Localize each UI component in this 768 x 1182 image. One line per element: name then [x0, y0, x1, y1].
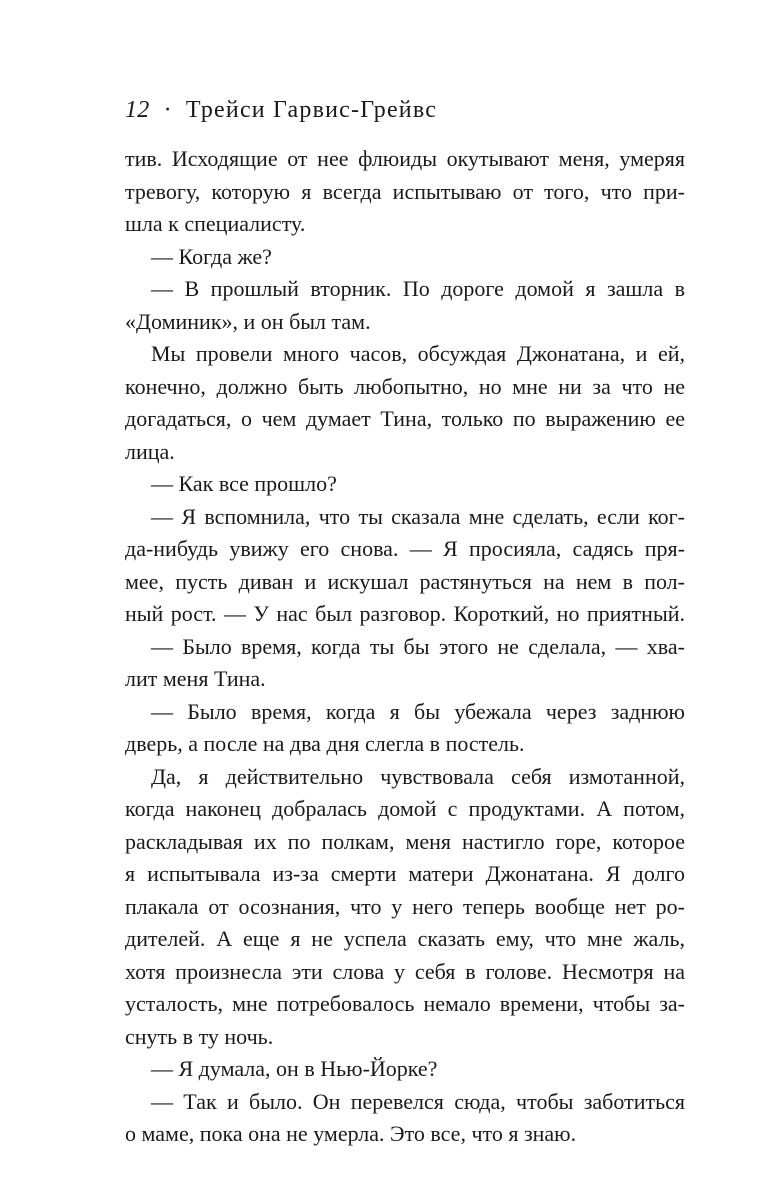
text-line: да-нибудь увижу его снова. — Я просияла, садясь пря- [125, 536, 685, 561]
author-name: Трейси Гарвис-Грейвс [185, 97, 438, 123]
text-line: — Как все прошло? [151, 471, 337, 496]
text-line: снуть в ту ночь. [125, 1023, 274, 1049]
text-line: дителей. А еще я не успела сказать ему, что мне жаль, [125, 926, 685, 951]
text-line: плакала от осознания, что у него теперь вообще нет ро- [125, 893, 685, 919]
text-line: тив. Исходящие от нее флюиды окутывают меня, умеряя [125, 146, 685, 171]
page-number: 12 [125, 97, 150, 123]
text-line: конечно, должно быть любопытно, но мне ни за что не [125, 373, 685, 399]
text-line: ный рост. — У нас был разговор. Короткий, но приятный. [125, 601, 685, 626]
text-line: тревогу, которую я всегда испытываю от того, что при- [125, 178, 685, 204]
text-line: — Было время, когда ты бы этого не сделала, — хва- [151, 633, 685, 659]
text-line: лит меня Тина. [125, 666, 266, 691]
running-head-separator: · [163, 97, 172, 123]
text-line: «Доминик», и он был там. [125, 308, 371, 334]
text-line: шла к специалисту. [125, 211, 306, 236]
text-line: дверь, а после на два дня слегла в постель. [125, 731, 525, 756]
text-line: — Когда же? [151, 243, 272, 269]
text-line: догадаться, о чем думает Тина, только по выражению ее [125, 406, 685, 431]
running-head [125, 94, 437, 126]
text-line: я испытывала из-за смерти матери Джонатана. Я долго [125, 861, 685, 886]
text-line: Да, я действительно чувствовала себя измотанной, [151, 763, 685, 789]
text-line: о маме, пока она не умерла. Это все, что я знаю. [125, 1121, 577, 1146]
text-line: — В прошлый вторник. По дороге домой я зашла в [151, 276, 685, 301]
text-line: — Я думала, он в Нью-Йорке? [151, 1056, 438, 1081]
text-line: — Я вспомнила, что ты сказала мне сделать, если ког- [151, 503, 685, 529]
text-line: мее, пусть диван и искушал растянуться на нем в пол- [125, 568, 685, 594]
body-text [125, 143, 685, 1151]
text-line: Мы провели много часов, обсуждая Джонатана, и ей, [151, 341, 685, 366]
text-line: раскладывая их по полкам, меня настигло горе, которое [125, 828, 685, 854]
text-line: хотя произнесла эти слова у себя в голове. Несмотря на [125, 958, 685, 984]
text-line: когда наконец добралась домой с продуктами. А потом, [125, 796, 685, 821]
text-line: — Было время, когда я бы убежала через заднюю [151, 698, 685, 724]
text-line: лица. [125, 438, 175, 464]
text-line: усталость, мне потребовалось немало времени, чтобы за- [125, 991, 685, 1016]
text-line: — Так и было. Он перевелся сюда, чтобы заботиться [151, 1088, 685, 1114]
